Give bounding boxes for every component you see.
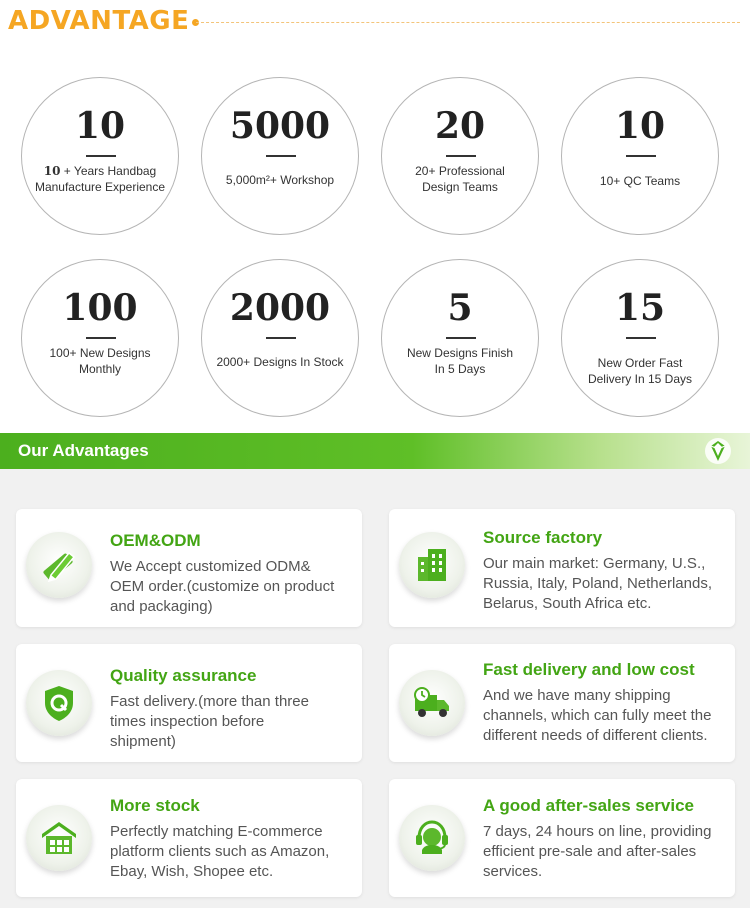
stat-circle-new-designs [21, 259, 179, 417]
warehouse-icon [39, 818, 79, 858]
stat-description: 20+ Professional Design Teams [415, 164, 505, 194]
stat-circle-finish-days [381, 259, 539, 417]
card-icon-wrap [399, 670, 465, 736]
card-title: Fast delivery and low cost [483, 660, 695, 679]
stat-circle-stock [201, 259, 359, 417]
card-after-sales [389, 779, 735, 897]
stat-underline [266, 337, 296, 339]
stat-number: 10 [74, 105, 126, 147]
card-icon-wrap [399, 532, 465, 598]
stat-description: 5,000m²+ Workshop [225, 173, 335, 187]
advantage-section [0, 0, 750, 433]
stat-description: 10 + Years Handbag Manufacture Experience [34, 164, 166, 194]
stat-underline [446, 155, 476, 157]
card-body: And we have many shipping channels, which can fully meet the different needs of different clients. [483, 687, 712, 744]
card-icon-wrap [26, 532, 92, 598]
banner-title: Our Advantages [18, 441, 149, 460]
card-icon-wrap [26, 670, 92, 736]
stat-number: 15 [614, 287, 666, 329]
stat-underline [626, 337, 656, 339]
card-more-stock [16, 779, 362, 897]
stat-underline [626, 155, 656, 157]
card-icon-wrap [26, 805, 92, 871]
stat-circle-qc-teams [561, 77, 719, 235]
stat-description: 100+ New Designs Monthly [49, 346, 151, 376]
card-body: Our main market: Germany, U.S., Russia, Italy, Poland, Netherlands, Belarus, South Africa etc. [483, 555, 713, 612]
section-title: ADVANTAGE [8, 6, 190, 36]
stat-number: 20 [434, 105, 486, 147]
card-icon-wrap [399, 805, 465, 871]
quality-shield-icon [39, 683, 79, 723]
card-title: More stock [110, 796, 200, 815]
stat-number: 10 [614, 105, 666, 147]
card-oem-odm [16, 509, 362, 627]
card-body: Perfectly matching E-commerce platform clients such as Amazon, Ebay, Wish, Shopee etc. [110, 823, 330, 880]
card-fast-delivery [389, 644, 735, 762]
card-title: A good after-sales service [483, 796, 695, 815]
card-title: Quality assurance [110, 666, 257, 685]
stat-underline [86, 337, 116, 339]
card-quality-assurance [16, 644, 362, 762]
stat-circle-design-teams [381, 77, 539, 235]
card-body: 7 days, 24 hours on line, providing efficient pre-sale and after-sales services. [483, 823, 712, 880]
card-source-factory [389, 509, 735, 627]
pencil-ruler-icon [39, 545, 79, 585]
stat-description: New Order Fast Delivery In 15 Days [587, 356, 693, 386]
our-advantages-banner [0, 433, 750, 469]
factory-building-icon [412, 545, 452, 585]
advantages-grid [0, 469, 750, 908]
customer-service-icon [412, 818, 452, 858]
stat-number: 2000 [229, 287, 331, 329]
card-body: Fast delivery.(more than three times inspection before shipment) [110, 693, 309, 750]
stat-underline [86, 155, 116, 157]
stat-description: New Designs Finish In 5 Days [406, 346, 514, 376]
stat-number: 100 [62, 287, 138, 329]
stat-description: 10+ QC Teams [599, 174, 681, 188]
brand-logo-icon [704, 437, 732, 465]
divider-line [196, 22, 740, 23]
card-body: We Accept customized ODM& OEM order.(customize on product and packaging) [110, 558, 335, 615]
stat-number: 5 [447, 287, 473, 329]
card-title: OEM&ODM [110, 531, 201, 550]
stat-underline [446, 337, 476, 339]
stat-number: 5000 [229, 105, 331, 147]
delivery-truck-icon [412, 683, 452, 723]
stat-circle-workshop [201, 77, 359, 235]
stat-circle-delivery-days [561, 259, 719, 417]
stat-circle-years [21, 77, 179, 235]
card-title: Source factory [483, 528, 603, 547]
stat-underline [266, 155, 296, 157]
stat-description: 2000+ Designs In Stock [216, 355, 344, 369]
